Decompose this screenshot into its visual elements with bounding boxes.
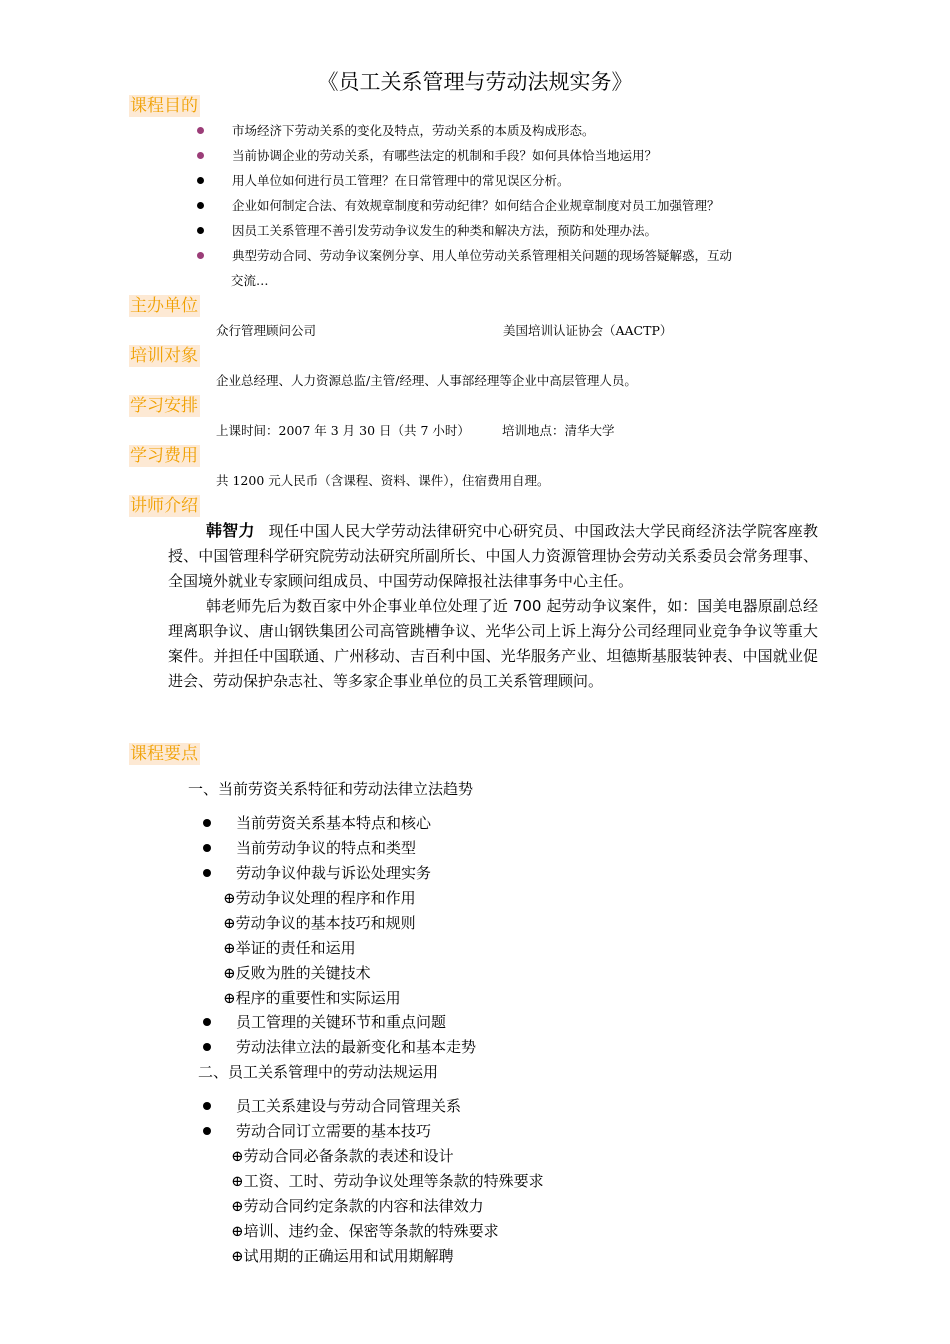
heading-audience: 培训对象 (130, 346, 198, 366)
lecturer-bio-paragraph (168, 518, 818, 594)
schedule-time: 上课时间：2007 年 3 月 30 日（共 7 小时） (216, 423, 470, 438)
fee-text: 共 1200 元人民币（含课程、资料、课件），住宿费用自理。 (216, 473, 550, 488)
heading-organizer: 主办单位 (130, 296, 198, 316)
heading-course-purpose: 课程目的 (130, 96, 198, 116)
bullet-icon (197, 177, 204, 184)
outline-section-2: 二、员工关系管理中的劳动法规运用 (198, 1063, 439, 1081)
lecturer-bio-1: 现任中国人民大学劳动法律研究中心研究员、中国政法大学民商经济法学院客座教授、中国管理科学研究院劳动法研究所副所长、中国人力资源管理协会劳动关系委员会常务理事、全国境外就业专家顾问组成员、中国劳动保障报社法律事务中心主任。 (168, 522, 818, 590)
document-title: 《员工关系管理与劳动法规实务》 (317, 70, 633, 94)
audience-text: 企业总经理、人力资源总监/主管/经理、人事部经理等企业中高层管理人员。 (216, 373, 637, 388)
bullet-icon (203, 1043, 211, 1051)
bullet-icon (197, 252, 204, 259)
bullet-icon (203, 1018, 211, 1026)
outline-subitem: ⊕劳动争议处理的程序和作用 (223, 889, 416, 907)
schedule-place: 培训地点：清华大学 (502, 423, 615, 438)
bullet-icon (197, 202, 204, 209)
lecturer-intro (168, 518, 818, 694)
bullet-icon (203, 1102, 211, 1110)
lecturer-bio-2: 韩老师先后为数百家中外企事业单位处理了近 700 起劳动争议案件，如：国美电器原副总经理离职争议、唐山钢铁集团公司高管跳槽争议、光华公司上诉上海分公司经理同业竞争争议等重大案件。并担任中国联通、广州移动、吉百利中国、光华服务产业、坦德斯基服装钟表、中国就业促进会、劳动保护杂志社、等多家企事业单位的员工关系管理顾问。 (168, 597, 818, 690)
bullet-icon (203, 819, 211, 827)
outline-subitem: ⊕培训、违约金、保密等条款的特殊要求 (231, 1222, 499, 1240)
outline-subitem: ⊕举证的责任和运用 (223, 939, 356, 957)
heading-outline: 课程要点 (130, 744, 198, 764)
outline-section-1: 一、当前劳资关系特征和劳动法律立法趋势 (188, 780, 474, 798)
outline-subitem: ⊕反败为胜的关键技术 (223, 964, 371, 982)
bullet-icon (203, 1127, 211, 1135)
bullet-icon (203, 844, 211, 852)
organizer-1: 众行管理顾问公司 (216, 323, 317, 338)
bullet-icon (197, 227, 204, 234)
bullet-icon (203, 869, 211, 877)
heading-lecturer: 讲师介绍 (130, 496, 198, 516)
bullet-icon (197, 152, 204, 159)
outline-subitem: ⊕工资、工时、劳动争议处理等条款的特殊要求 (231, 1172, 544, 1190)
outline-subitem: ⊕试用期的正确运用和试用期解聘 (231, 1247, 454, 1265)
outline-subitem: ⊕劳动合同约定条款的内容和法律效力 (231, 1197, 484, 1215)
organizer-2: 美国培训认证协会（AACTP） (503, 323, 673, 338)
heading-schedule: 学习安排 (130, 396, 198, 416)
document-page: 《员工关系管理与劳动法规实务》 课程目的 市场经济下劳动关系的变化及特点，劳动关系的本质及构成形态。 当前协调企业的劳动关系，有哪些法定的机制和手段？如何具体恰当地运用？ 用人单位如何进行员工管理？在日常管理中的常见误区分析。 企业如何制定合法、有效规章制度和劳动纪律？如何结合企业规章制度对员工加强管理？ 因员工关系管理不善引发劳动争议发生的种类和解决方法，预防和处理办法。 典型劳动合同、劳动争议案例分享、用人单位劳动关系管理相关问题的现场答疑解惑，互动 交流… 主办单位 众行管理顾问公司 美国培训认证协会（AACTP） 培训对象 企业总经理、人力资源总监/主管/经理、人事部经理等企业中高层管理人员。 学习安排 上课时间：2007 年 3 月 30 日（共 7 小时） 培训地点：清华大学 学习费用 共 1200 元人民币（含课程、资料、课件），住宿费用自理。 讲师介绍 韩智力 现任中国人民大学劳动法律研究中心研究员、中国政法大学民商经济法学院客座教授、中国管理科学研究院劳动法研究所副所长、中国人力资源管理协会劳动关系委员会常务理事、全国境外就业专家顾问组成员、中国劳动保障报社法律事务中心主任。 韩老师先后为数百家中外企事业单位处理了近 700 起劳动争议案件，如：国美电器原副总经理离职争议、唐山钢铁集团公司高管跳槽争议、光华公司上诉上海分公司经理同业竞争争议等重大案件。并担任中国联通、广州移动、吉百利中国、光华服务产业、坦德斯基服装钟表、中国就业促进会、劳动保护杂志社、等多家企事业单位的员工关系管理顾问。 课程要点 一、当前劳资关系特征和劳动法律立法趋势 当前劳资关系基本特点和核心 当前劳动争议的特点和类型 劳动争议仲裁与诉讼处理实务 ⊕劳动争议处理的程序和作用 ⊕劳动争议的基本技巧和规则 ⊕举证的责任和运用 ⊕反败为胜的关键技术 ⊕程序的重要性和实际运用 员工管理的关键环节和重点问题 劳动法律立法的最新变化和基本走势 二、员工关系管理中的劳动法规运用 员工关系建设与劳动合同管理关系 劳动合同订立需要的基本技巧 ⊕劳动合同必备条款的表述和设计 ⊕工资、工时、劳动争议处理等条款的特殊要求 ⊕劳动合同约定条款的内容和法律效力 ⊕培训、违约金、保密等条款的特殊要求 ⊕试用期的正确运用和试用期解聘 (0, 0, 950, 1344)
heading-fee: 学习费用 (130, 446, 198, 466)
outline-subitem: ⊕程序的重要性和实际运用 (223, 989, 401, 1007)
purpose-item-continuation: 交流… (231, 273, 269, 288)
outline-subitem: ⊕劳动争议的基本技巧和规则 (223, 914, 416, 932)
lecturer-name: 韩智力 (206, 521, 255, 540)
outline-subitem: ⊕劳动合同必备条款的表述和设计 (231, 1147, 454, 1165)
bullet-icon (197, 127, 204, 134)
